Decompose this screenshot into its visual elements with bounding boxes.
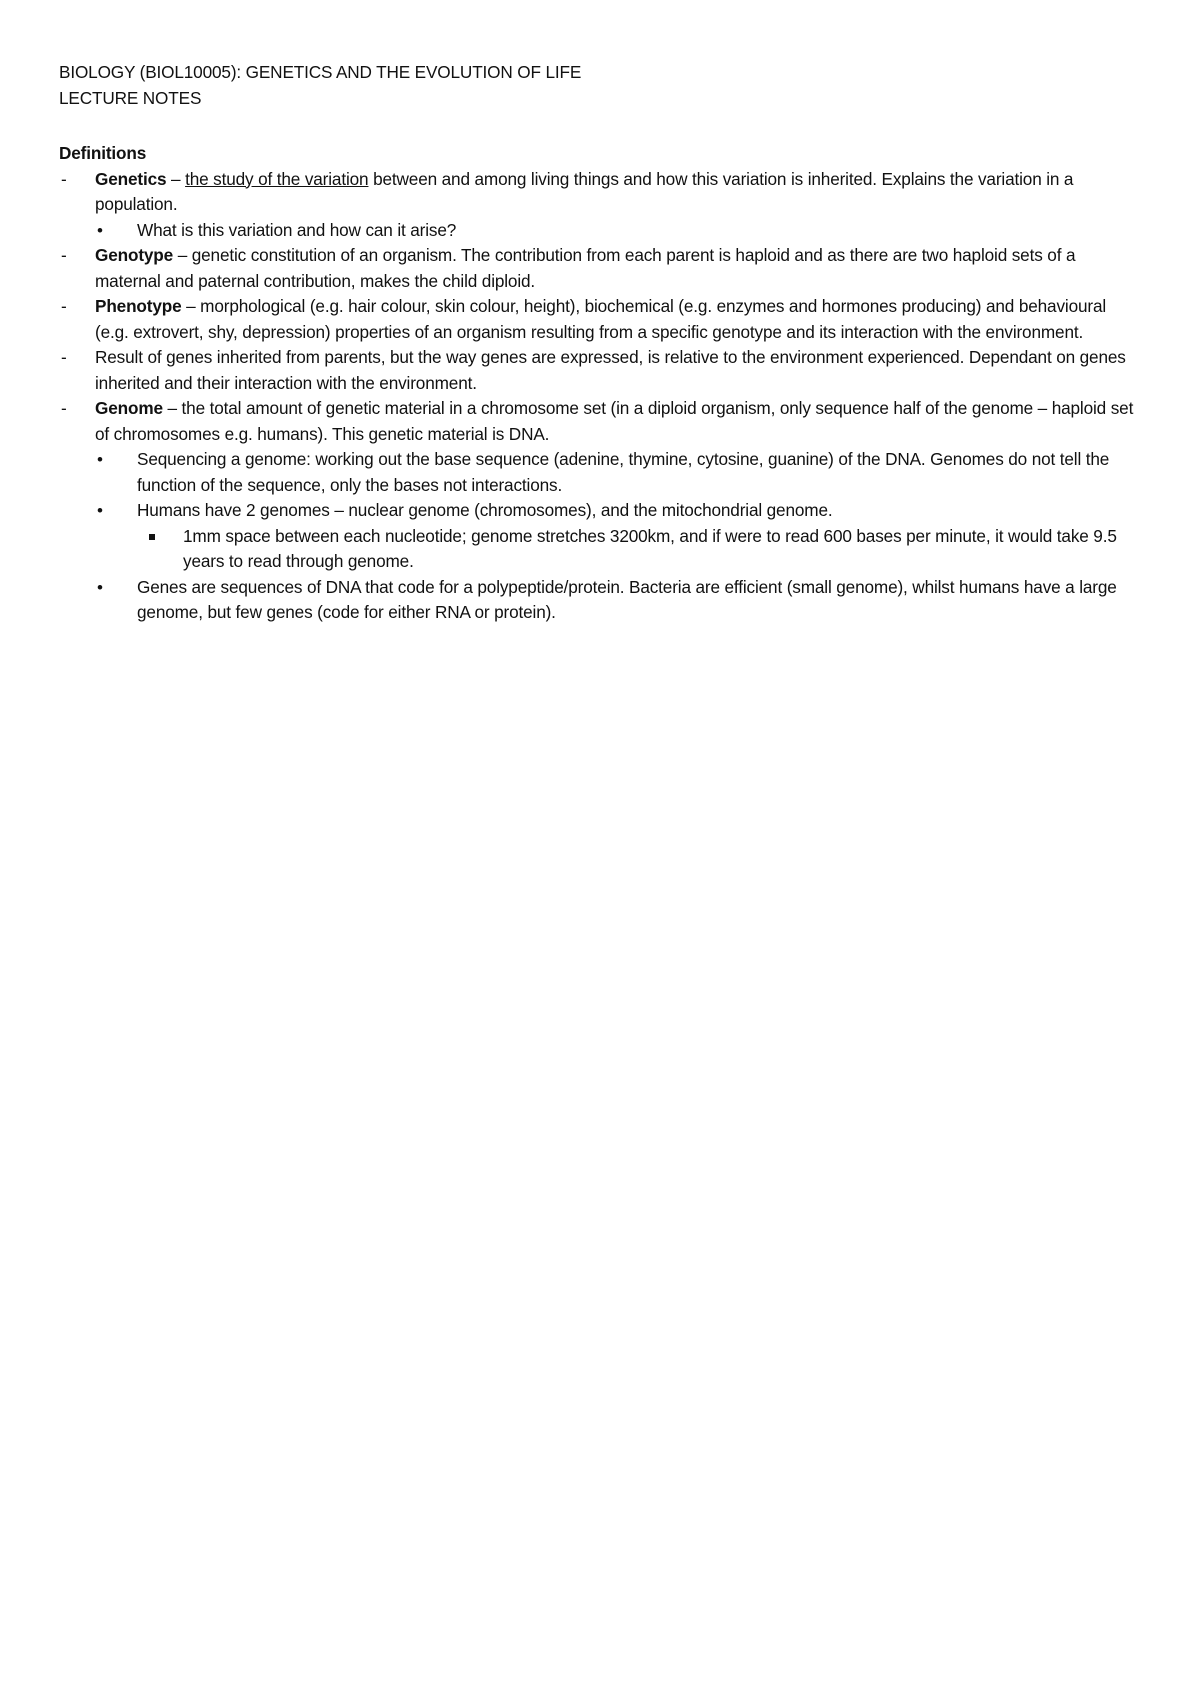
bullet-text: Sequencing a genome: working out the base sequence (adenine, thymine, cytosine, guanine) of the DNA. Genomes do not tell the function of the sequence, only the bases not interactions. bbox=[137, 449, 1110, 495]
note-result bbox=[59, 345, 1139, 396]
bullet-text: What is this variation and how can it arise? bbox=[137, 219, 457, 240]
dash-marker: - bbox=[61, 398, 67, 418]
sub-bullet-text: 1mm space between each nucleotide; genome stretches 3200km, and if were to read 600 bases per minute, it would take 9.5 years to read through genome. bbox=[183, 525, 1117, 571]
definition-genome bbox=[59, 396, 1139, 447]
definition-separator: – bbox=[166, 168, 186, 189]
definition-genetics bbox=[59, 167, 1139, 218]
underlined-phrase: the study of the variation bbox=[185, 168, 369, 189]
term-genotype: Genotype bbox=[95, 245, 174, 265]
definition-phenotype bbox=[59, 294, 1139, 345]
section-heading: Definitions bbox=[59, 143, 147, 163]
definition-genetics-text: between and among living things and how this variation is inherited. Explains the variation in a population. bbox=[95, 168, 1074, 214]
document-subtitle: LECTURE NOTES bbox=[59, 87, 202, 108]
dash-marker: - bbox=[61, 245, 67, 265]
square-bullet-icon bbox=[149, 534, 155, 540]
dash-marker: - bbox=[61, 296, 67, 316]
definition-phenotype-text: – morphological (e.g. hair colour, skin colour, height), biochemical (e.g. enzymes and hormones producing) and behavioural (e.g. extrovert, shy, depression) properties of an organism resulting from a specific genotype and its interaction with the environment. bbox=[95, 296, 1107, 342]
bullet-marker: • bbox=[97, 577, 103, 597]
bullet-marker: • bbox=[97, 501, 103, 520]
bullet-item bbox=[59, 218, 1139, 244]
term-phenotype: Phenotype bbox=[95, 296, 182, 316]
bullet-item bbox=[59, 447, 1139, 498]
bullet-item bbox=[59, 575, 1139, 626]
definition-genotype-text: – genetic constitution of an organism. The contribution from each parent is haploid and as there are two haploid sets of a maternal and paternal contribution, makes the child diploid. bbox=[95, 245, 1076, 291]
dash-marker: - bbox=[61, 347, 67, 367]
bullet-text: Genes are sequences of DNA that code for a polypeptide/protein. Bacteria are efficient (small genome), whilst humans have a large genome, but few genes (code for either RNA or protein). bbox=[137, 576, 1117, 622]
bullet-marker: • bbox=[97, 450, 103, 469]
term-genetics: Genetics bbox=[95, 168, 167, 189]
course-title: BIOLOGY (BIOL10005): GENETICS AND THE EVOLUTION OF LIFE bbox=[59, 62, 582, 82]
document-content bbox=[59, 60, 1139, 626]
sub-bullet-item bbox=[59, 524, 1139, 575]
bullet-text: Humans have 2 genomes – nuclear genome (chromosomes), and the mitochondrial genome. bbox=[137, 500, 833, 520]
definition-genotype bbox=[59, 243, 1139, 294]
bullet-marker: • bbox=[97, 220, 103, 240]
note-result-text: Result of genes inherited from parents, but the way genes are expressed, is relative to the environment experienced. Dependant on genes inherited and their interaction with the environment. bbox=[95, 347, 1126, 393]
term-genome: Genome bbox=[95, 398, 163, 418]
dash-marker: - bbox=[61, 168, 67, 189]
definition-genome-text: – the total amount of genetic material in a chromosome set (in a diploid organism, only sequence half of the genome – haploid set of chromosomes e.g. humans). This genetic material is DNA. bbox=[95, 398, 1134, 444]
bullet-item bbox=[59, 498, 1139, 524]
